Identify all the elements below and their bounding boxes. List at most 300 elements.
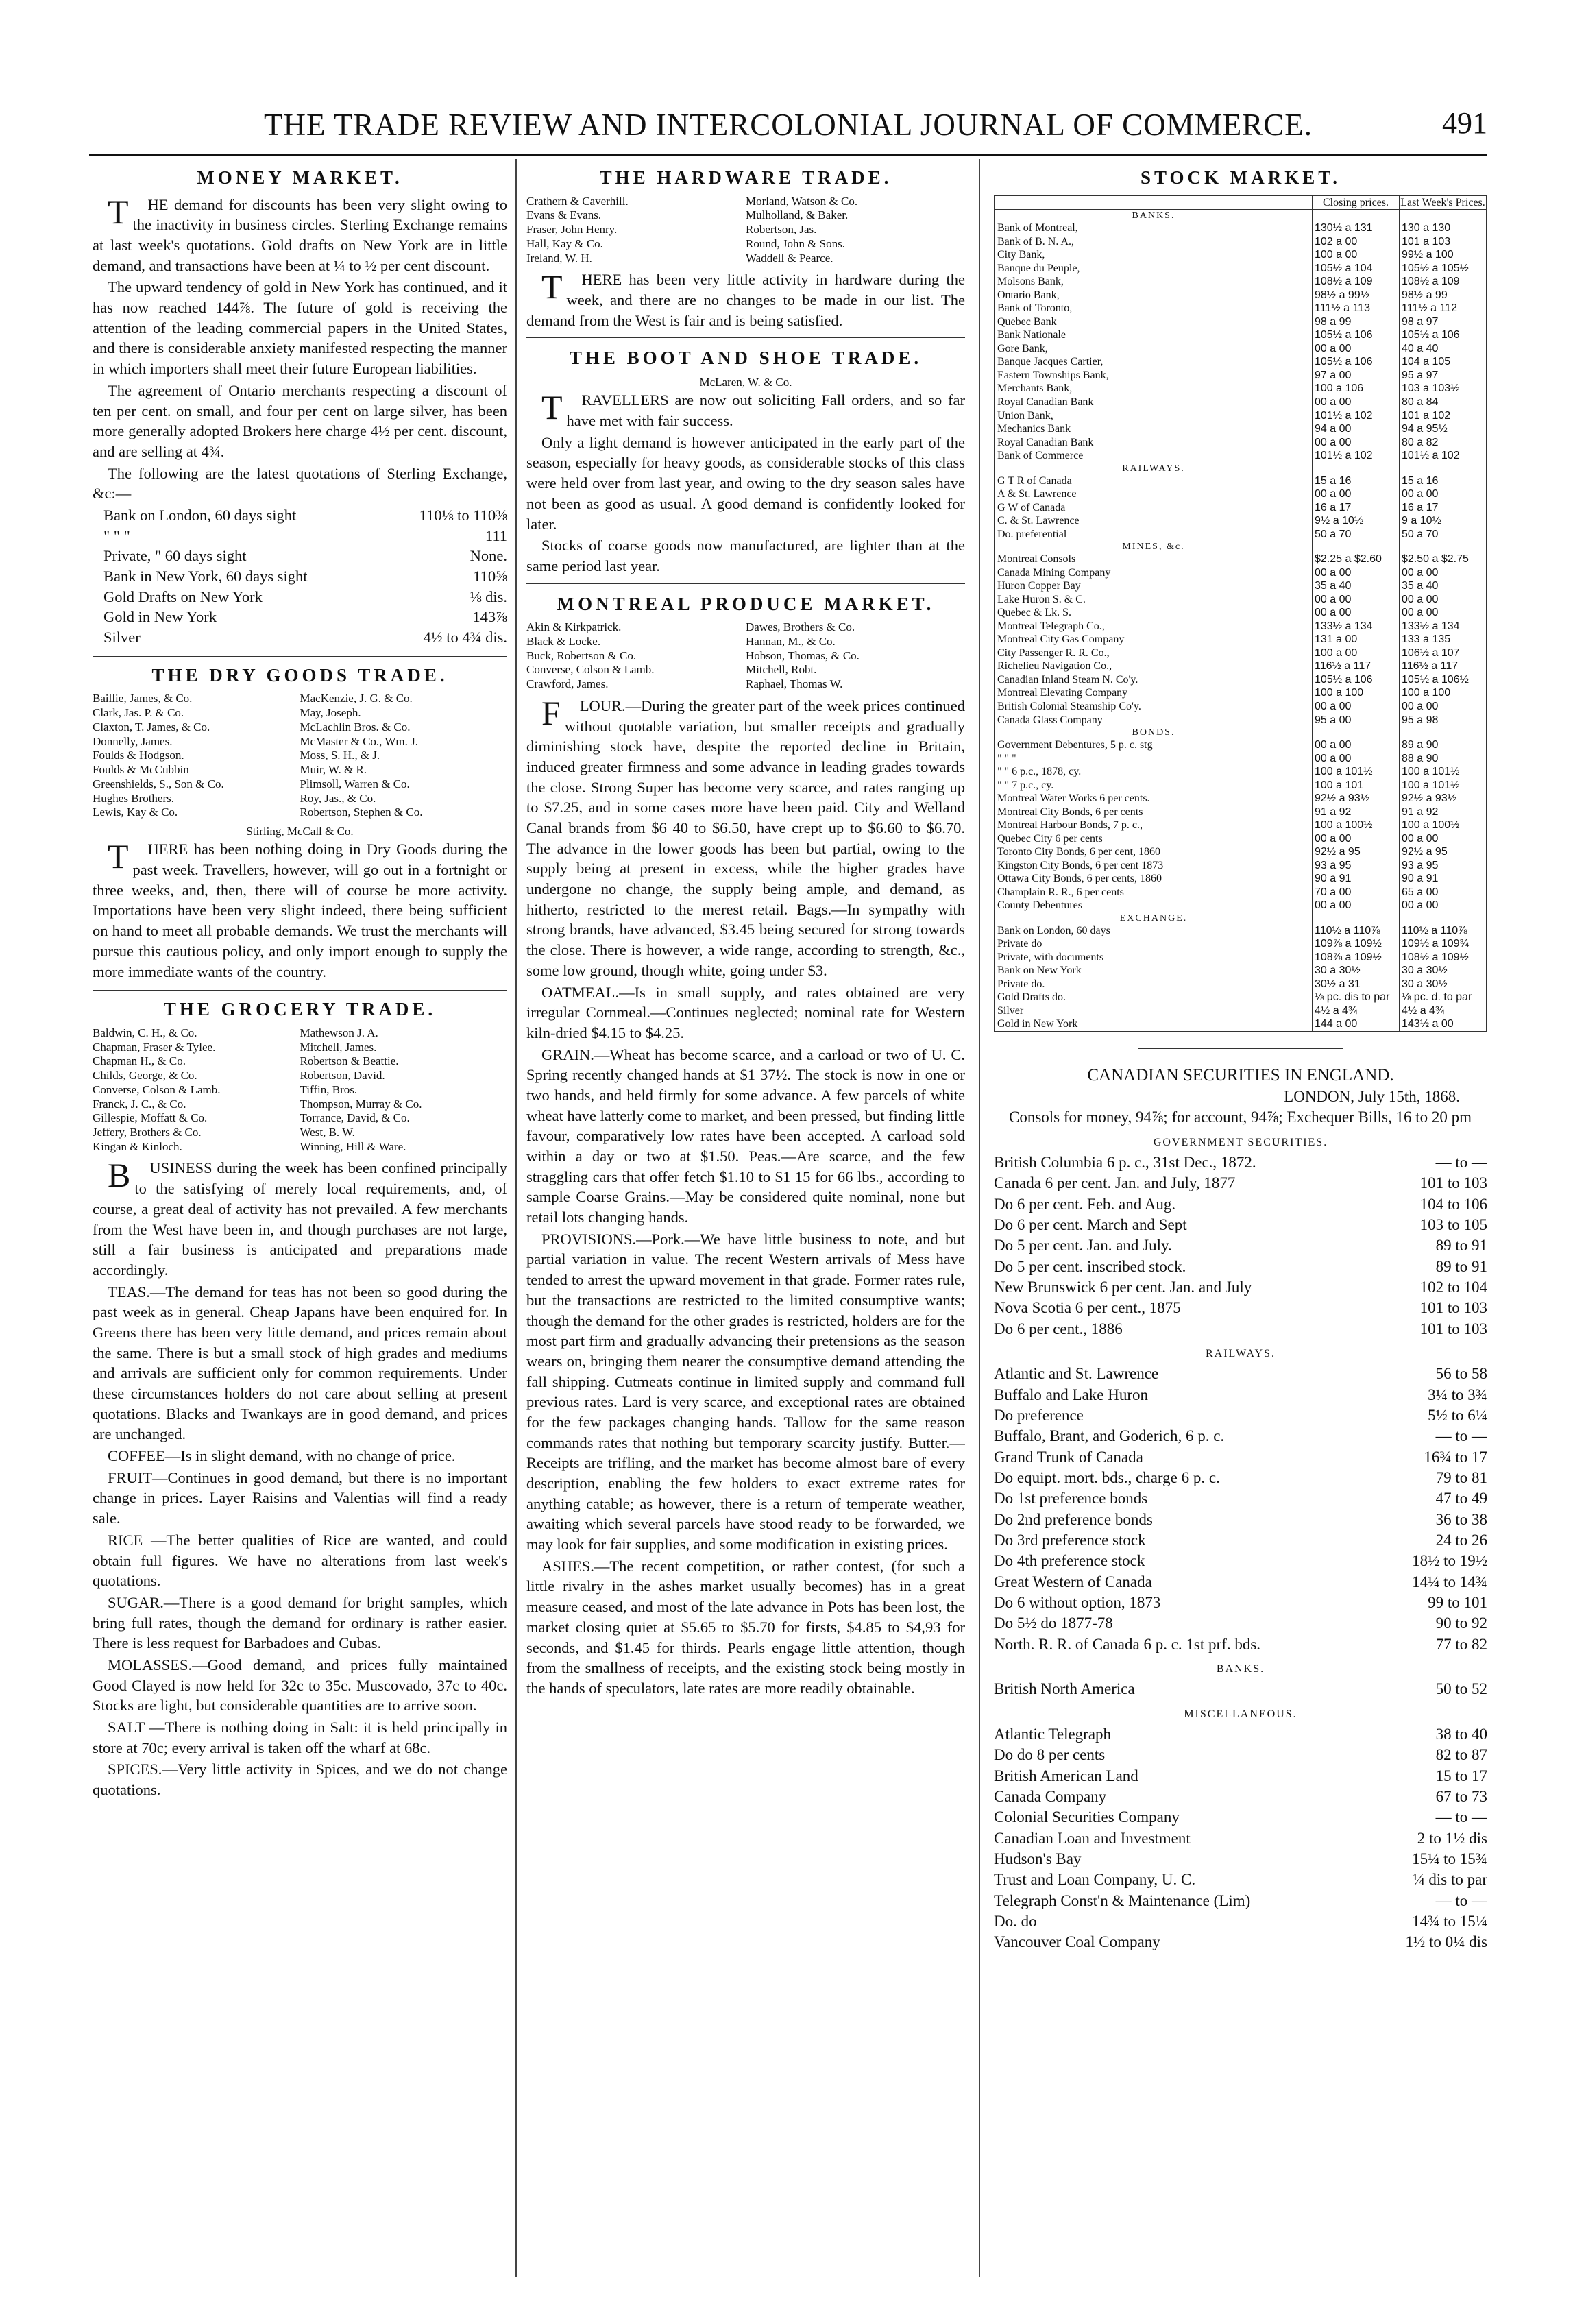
closing-price: 4½ a 4¾ bbox=[1313, 1004, 1400, 1018]
last-week-price: 80 a 82 bbox=[1400, 436, 1487, 450]
firm-name: Crathern & Caverhill. bbox=[526, 194, 629, 208]
securities-row bbox=[994, 1277, 1487, 1298]
stock-cell bbox=[1313, 463, 1400, 474]
securities-row bbox=[994, 1468, 1487, 1488]
closing-price: 111½ a 113 bbox=[1313, 302, 1400, 315]
stock-name: Canada Glass Company bbox=[997, 714, 1103, 726]
security-name: Nova Scotia 6 per cent., 1875 bbox=[994, 1299, 1181, 1317]
paragraph: THERE has been nothing doing in Dry Goods during the past week. Travellers, however, will go out in a fortnight or three weeks, and, then, there will of course be more activity. Importations have been very slight indeed, there being sufficient on hand to meet all probable demands. We trust the merchants will pursue this cautious policy, and only import enough to supply the more immediate wants of the country. bbox=[93, 837, 507, 980]
securities-row bbox=[994, 1298, 1487, 1318]
firm-name: Torrance, David, & Co. bbox=[300, 1111, 410, 1125]
last-week-price: 00 a 00 bbox=[1400, 593, 1487, 607]
firm-name: Baillie, James, & Co. bbox=[93, 692, 193, 705]
stock-group-row bbox=[995, 210, 1486, 222]
closing-price: 101½ a 102 bbox=[1313, 409, 1400, 423]
stock-name: City Passenger R. R. Co., bbox=[997, 646, 1110, 659]
canadian-securities-heading: CANADIAN SECURITIES IN ENGLAND. bbox=[1087, 1066, 1394, 1085]
security-price: 36 to 38 bbox=[1435, 1510, 1487, 1528]
paragraph: SUGAR.—There is a good demand for bright samples, which bring full rates, though the demand for ordinary is rather easier. There is less request for Barbadoes and Cubas. bbox=[93, 1593, 507, 1652]
stock-name: Kingston City Bonds, 6 per cent 1873 bbox=[997, 859, 1164, 871]
firm-name: Hughes Brothers. bbox=[93, 791, 174, 805]
firm-list bbox=[93, 692, 507, 820]
produce-body bbox=[526, 693, 965, 1699]
security-price: 56 to 58 bbox=[1435, 1365, 1487, 1383]
securities-row bbox=[994, 1530, 1487, 1551]
securities-row bbox=[994, 1593, 1487, 1613]
closing-price: 00 a 00 bbox=[1313, 606, 1400, 620]
security-price: 38 to 40 bbox=[1435, 1725, 1487, 1743]
security-price: 15 to 17 bbox=[1435, 1767, 1487, 1784]
security-name: Great Western of Canada bbox=[994, 1573, 1152, 1590]
last-week-price: 98 a 97 bbox=[1400, 315, 1487, 329]
security-name: Atlantic and St. Lawrence bbox=[994, 1365, 1159, 1383]
stock-name: Montreal Consols bbox=[997, 553, 1076, 566]
closing-price: 35 a 40 bbox=[1313, 579, 1400, 593]
divider bbox=[526, 583, 965, 585]
firm-name: Ireland, W. H. bbox=[526, 251, 592, 265]
money-market-heading: MONEY MARKET. bbox=[197, 167, 403, 188]
stock-row bbox=[995, 859, 1486, 873]
closing-price: 30½ a 31 bbox=[1313, 978, 1400, 991]
last-week-price: 105½ a 105½ bbox=[1400, 262, 1487, 276]
stock-row bbox=[995, 779, 1486, 792]
securities-row bbox=[994, 1152, 1487, 1173]
quote-label: Gold in New York bbox=[103, 608, 217, 626]
firm-name: Donnelly, James. bbox=[93, 734, 173, 748]
firm-name: Robertson & Beattie. bbox=[300, 1054, 399, 1068]
closing-price: 00 a 00 bbox=[1313, 738, 1400, 752]
column-3 bbox=[994, 159, 1487, 2277]
stock-row bbox=[995, 501, 1486, 515]
paragraph: Consols for money, 94⅞; for account, 94⅞; Exchequer Bills, 16 to 20 pm bbox=[1009, 1109, 1472, 1126]
stock-row bbox=[995, 528, 1486, 542]
stock-row bbox=[995, 436, 1486, 450]
securities-row bbox=[994, 1447, 1487, 1468]
stock-row bbox=[995, 289, 1486, 302]
last-week-price: 50 a 70 bbox=[1400, 528, 1487, 542]
last-week-price: 40 a 40 bbox=[1400, 342, 1487, 356]
closing-price: 00 a 00 bbox=[1313, 342, 1400, 356]
closing-price: 100 a 101½ bbox=[1313, 765, 1400, 779]
quote-value: 4½ to 4¾ dis. bbox=[423, 629, 507, 646]
last-week-price: 108½ a 109 bbox=[1400, 275, 1487, 289]
firm-name: Chapman, Fraser & Tylee. bbox=[93, 1040, 216, 1054]
security-price: 79 to 81 bbox=[1435, 1468, 1487, 1486]
security-name: Hudson's Bay bbox=[994, 1850, 1082, 1867]
last-week-price: 106½ a 107 bbox=[1400, 646, 1487, 660]
firm-name: Raphael, Thomas W. bbox=[746, 677, 843, 691]
security-name: Do do 8 per cents bbox=[994, 1746, 1106, 1764]
quote-value: None. bbox=[470, 547, 507, 565]
quote-value: 110⅛ to 110⅜ bbox=[419, 506, 507, 524]
stock-table-box bbox=[994, 195, 1487, 1032]
stock-row bbox=[995, 924, 1486, 938]
hardware-heading: THE HARDWARE TRADE. bbox=[599, 167, 892, 188]
firm-name: Hannan, M., & Co. bbox=[746, 634, 836, 648]
security-price: 14¼ to 14¾ bbox=[1412, 1573, 1487, 1590]
last-week-price: 100 a 100 bbox=[1400, 686, 1487, 700]
quote-row bbox=[93, 526, 507, 546]
firm-name: McLachlin Bros. & Co. bbox=[300, 720, 411, 734]
stock-market-heading: STOCK MARKET. bbox=[1140, 167, 1341, 188]
quote-row bbox=[93, 587, 507, 607]
security-price: 89 to 91 bbox=[1435, 1237, 1487, 1255]
stock-row bbox=[995, 752, 1486, 766]
stock-name: Canadian Inland Steam N. Co'y. bbox=[997, 673, 1138, 686]
security-price: — to — bbox=[1435, 1153, 1487, 1171]
last-week-price: 133½ a 134 bbox=[1400, 620, 1487, 633]
security-name: Do preference bbox=[994, 1406, 1084, 1424]
stock-row bbox=[995, 991, 1486, 1004]
quote-value: 111 bbox=[485, 526, 507, 544]
last-week-price: 95 a 97 bbox=[1400, 369, 1487, 383]
stock-row bbox=[995, 221, 1486, 235]
security-price: 101 to 103 bbox=[1419, 1174, 1487, 1192]
stock-name: Montreal Water Works 6 per cents. bbox=[997, 792, 1150, 805]
security-name: Do 6 without option, 1873 bbox=[994, 1594, 1161, 1612]
last-week-price: 105½ a 106 bbox=[1400, 328, 1487, 342]
stock-row bbox=[995, 566, 1486, 580]
stock-row bbox=[995, 673, 1486, 687]
closing-price: 100 a 00 bbox=[1313, 248, 1400, 262]
securities-row bbox=[994, 1679, 1487, 1699]
stock-row bbox=[995, 886, 1486, 899]
security-price: 2 to 1½ dis bbox=[1417, 1829, 1487, 1847]
last-week-price: 143½ a 00 bbox=[1400, 1017, 1487, 1031]
stock-group-row bbox=[995, 727, 1486, 738]
stock-name: Royal Canadian Bank bbox=[997, 396, 1094, 408]
stock-name: " " 6 p.c., 1878, cy. bbox=[997, 766, 1082, 778]
stock-cell bbox=[1400, 541, 1487, 553]
firm-name: Robertson, Stephen & Co. bbox=[300, 806, 423, 819]
firm-name: Hobson, Thomas, & Co. bbox=[746, 649, 859, 662]
column-divider bbox=[515, 159, 517, 2277]
firm-name: Mathewson J. A. bbox=[300, 1026, 378, 1039]
stock-row bbox=[995, 978, 1486, 991]
stock-group-row bbox=[995, 912, 1486, 924]
stock-row bbox=[995, 487, 1486, 501]
closing-price: 110½ a 110⅞ bbox=[1313, 924, 1400, 938]
security-price: — to — bbox=[1435, 1427, 1487, 1445]
stock-group-label: RAILWAYS. bbox=[1122, 463, 1185, 474]
stock-name: Mechanics Bank bbox=[997, 423, 1071, 435]
stock-name: A & St. Lawrence bbox=[997, 488, 1077, 500]
last-week-price: 116½ a 117 bbox=[1400, 659, 1487, 673]
stock-name: Bank Nationale bbox=[997, 329, 1066, 341]
last-week-price: 103 a 103½ bbox=[1400, 382, 1487, 396]
security-name: Canadian Loan and Investment bbox=[994, 1829, 1191, 1847]
securities-group-label: RAILWAYS. bbox=[1205, 1348, 1276, 1360]
closing-price: 100 a 100½ bbox=[1313, 819, 1400, 832]
last-week-price: 00 a 00 bbox=[1400, 899, 1487, 912]
stock-name: Bank of Montreal, bbox=[997, 222, 1078, 234]
last-week-price: 00 a 00 bbox=[1400, 832, 1487, 846]
securities-row bbox=[994, 1319, 1487, 1340]
firm-name: Lewis, Kay & Co. bbox=[93, 806, 178, 819]
stock-name: Bank of Toronto, bbox=[997, 302, 1073, 315]
paragraph: COFFEE—Is in slight demand, with no change of price. bbox=[108, 1447, 456, 1465]
security-name: North. R. R. of Canada 6 p. c. 1st prf. bds. bbox=[994, 1635, 1261, 1653]
stock-name: Banque Jacques Cartier, bbox=[997, 356, 1103, 368]
last-week-price: 100 a 101½ bbox=[1400, 779, 1487, 792]
firm-name: Kingan & Kinloch. bbox=[93, 1139, 182, 1153]
security-name: Buffalo and Lake Huron bbox=[994, 1385, 1149, 1403]
stock-name: Bank of B. N. A., bbox=[997, 235, 1074, 247]
closing-price: 98 a 99 bbox=[1313, 315, 1400, 329]
firm-name: Childs, George, & Co. bbox=[93, 1069, 197, 1082]
journal-title: THE TRADE REVIEW AND INTERCOLONIAL JOURNAL OF COMMERCE. bbox=[264, 108, 1313, 142]
paragraph: BUSINESS during the week has been confined principally to the satisfying of merely local requirements, and, of course, a great deal of activity has not prevailed. A few merchants from the West have been in, and though purchases are not large, still a fair business is anticipated and preparations made accordingly. bbox=[93, 1156, 507, 1279]
paragraph: Only a light demand is however anticipated in the early part of the season, especially for heavy goods, as considerable stocks of this class were held over from last year, and owing to the dry season sales have not been as good as usual. A good demand is confidently looked for later. bbox=[526, 433, 965, 533]
boot-shoe-heading: THE BOOT AND SHOE TRADE. bbox=[569, 348, 923, 369]
page-header bbox=[89, 103, 1487, 151]
stock-row bbox=[995, 328, 1486, 342]
stock-row bbox=[995, 593, 1486, 607]
stock-name: Champlain R. R., 6 per cents bbox=[997, 886, 1124, 898]
closing-price: 95 a 00 bbox=[1313, 714, 1400, 727]
stock-name: " " 7 p.c., cy. bbox=[997, 779, 1054, 791]
stock-row bbox=[995, 1004, 1486, 1018]
firm-name: May, Joseph. bbox=[300, 706, 361, 720]
closing-price: 00 a 00 bbox=[1313, 396, 1400, 409]
closing-price: 98½ a 99½ bbox=[1313, 289, 1400, 302]
closing-price: 131 a 00 bbox=[1313, 633, 1400, 646]
security-name: Atlantic Telegraph bbox=[994, 1725, 1112, 1743]
last-week-price: 91 a 92 bbox=[1400, 806, 1487, 819]
stock-row bbox=[995, 355, 1486, 369]
firm-name: Jeffery, Brothers & Co. bbox=[93, 1126, 202, 1139]
stock-row bbox=[995, 714, 1486, 727]
firm-name: Moss, S. H., & J. bbox=[300, 749, 380, 762]
closing-price: 50 a 70 bbox=[1313, 528, 1400, 542]
last-week-header: Last Week's Prices. bbox=[1400, 196, 1487, 210]
closing-price: 00 a 00 bbox=[1313, 700, 1400, 714]
securities-row bbox=[994, 1787, 1487, 1807]
securities-row bbox=[994, 1488, 1487, 1509]
firm-name: Gillespie, Moffatt & Co. bbox=[93, 1111, 208, 1125]
quote-row bbox=[93, 566, 507, 587]
stock-row bbox=[995, 872, 1486, 886]
security-price: 67 to 73 bbox=[1435, 1787, 1487, 1805]
stock-name: Merchants Bank, bbox=[997, 383, 1073, 395]
last-week-price: 00 a 00 bbox=[1400, 606, 1487, 620]
securities-group-label: BANKS. bbox=[1216, 1663, 1265, 1675]
stock-row bbox=[995, 248, 1486, 262]
page-number: 491 bbox=[1442, 106, 1487, 140]
last-week-price: 93 a 95 bbox=[1400, 859, 1487, 873]
stock-row bbox=[995, 792, 1486, 806]
securities-row bbox=[994, 1932, 1487, 1952]
paragraph: GRAIN.—Wheat has become scarce, and a carload or two of U. C. Spring recently changed hands at $1 37½. The stock is now in one or two hands, and held firmly for some advance. A few parcels of white wheat have latterly come to market, and been pressed, but finding little favour, comparatively low rates have been accepted. A carload sold within a day or two at $1.50. Peas.—Are scarce, and the few straggling cars that offer fetch $1.10 to $1 15 for 66 lbs., according to sample Coarse Grains.—May be considered quite nominal, none but retail lots changing hands. bbox=[526, 1045, 965, 1226]
securities-row bbox=[994, 1385, 1487, 1405]
stock-name: Lake Huron S. & C. bbox=[997, 593, 1086, 605]
last-week-price: 108½ a 109½ bbox=[1400, 951, 1487, 965]
security-price: 82 to 87 bbox=[1435, 1746, 1487, 1764]
stock-name: Toronto City Bonds, 6 per cent, 1860 bbox=[997, 846, 1160, 858]
last-week-price: 16 a 17 bbox=[1400, 501, 1487, 515]
last-week-price: 100 a 100½ bbox=[1400, 819, 1487, 832]
firm-name: Hall, Kay & Co. bbox=[526, 237, 603, 250]
stock-name: " " " bbox=[997, 752, 1016, 764]
firm-list bbox=[526, 620, 965, 692]
last-week-price: 92½ a 95 bbox=[1400, 845, 1487, 859]
divider bbox=[93, 655, 507, 657]
closing-price: 30 a 30½ bbox=[1313, 964, 1400, 978]
last-week-price: 65 a 00 bbox=[1400, 886, 1487, 899]
firm-name: Robertson, David. bbox=[300, 1069, 385, 1082]
security-name: Do 1st preference bonds bbox=[994, 1490, 1148, 1508]
stock-group-label: BONDS. bbox=[1132, 727, 1175, 738]
securities-row bbox=[994, 1724, 1487, 1745]
last-week-price: 30 a 30½ bbox=[1400, 978, 1487, 991]
column-1 bbox=[93, 159, 507, 2277]
last-week-price: $2.50 a $2.75 bbox=[1400, 553, 1487, 566]
divider bbox=[526, 337, 965, 339]
firm-name: Converse, Colson & Lamb. bbox=[93, 1082, 221, 1096]
stock-name: Quebec City 6 per cents bbox=[997, 832, 1103, 845]
stock-name: C. & St. Lawrence bbox=[997, 515, 1080, 527]
closing-price: 00 a 00 bbox=[1313, 593, 1400, 607]
quote-label: Bank in New York, 60 days sight bbox=[103, 568, 308, 585]
firm-name: Akin & Kirkpatrick. bbox=[526, 620, 622, 634]
closing-prices-header: Closing prices. bbox=[1313, 196, 1400, 210]
grocery-heading: THE GROCERY TRADE. bbox=[163, 999, 437, 1020]
security-name: Do equipt. mort. bds., charge 6 p. c. bbox=[994, 1468, 1220, 1486]
stock-name: Montreal City Gas Company bbox=[997, 633, 1125, 646]
security-price: 24 to 26 bbox=[1435, 1532, 1487, 1549]
stock-cell bbox=[1400, 463, 1487, 474]
last-week-price: 89 a 90 bbox=[1400, 738, 1487, 752]
firm-name: Waddell & Pearce. bbox=[746, 251, 833, 265]
divider bbox=[1138, 1048, 1343, 1049]
stock-name: Private, with documents bbox=[997, 951, 1104, 963]
security-name: Do 6 per cent., 1886 bbox=[994, 1320, 1123, 1337]
firm-name: Thompson, Murray & Co. bbox=[300, 1097, 422, 1111]
security-price: 14¾ to 15¼ bbox=[1412, 1913, 1487, 1930]
stock-name: Government Debentures, 5 p. c. stg bbox=[997, 739, 1153, 751]
security-price: 90 to 92 bbox=[1435, 1614, 1487, 1632]
paragraph: TRAVELLERS are now out soliciting Fall orders, and so far have met with fair success. bbox=[541, 388, 965, 430]
last-week-price: 111½ a 112 bbox=[1400, 302, 1487, 315]
last-week-price: 109½ a 109¾ bbox=[1400, 937, 1487, 951]
security-name: Trust and Loan Company, U. C. bbox=[994, 1871, 1196, 1889]
stock-row bbox=[995, 845, 1486, 859]
security-name: Grand Trunk of Canada bbox=[994, 1448, 1143, 1466]
paragraph: THE demand for discounts has been very slight owing to the inactivity in business circles. Sterling Exchange remains at last week's quotations. Gold drafts on New York are in little demand, and transactions have been at ¼ to ½ per cent discount. bbox=[93, 192, 507, 274]
produce-heading: MONTREAL PRODUCE MARKET. bbox=[557, 593, 935, 614]
stock-row bbox=[995, 633, 1486, 646]
stock-cell bbox=[1313, 541, 1400, 553]
firm-name: Mitchell, Robt. bbox=[746, 663, 817, 677]
firm-name: Buck, Robertson & Co. bbox=[526, 649, 637, 662]
stock-name: Richelieu Navigation Co., bbox=[997, 660, 1112, 673]
closing-price: 108⅞ a 109½ bbox=[1313, 951, 1400, 965]
securities-row bbox=[994, 1745, 1487, 1765]
quote-value: 143⅞ bbox=[472, 608, 507, 626]
closing-price: 101½ a 102 bbox=[1313, 449, 1400, 463]
securities-row bbox=[994, 1215, 1487, 1235]
closing-price: 94 a 00 bbox=[1313, 422, 1400, 436]
last-week-price: 130 a 130 bbox=[1400, 221, 1487, 235]
securities-row bbox=[994, 1405, 1487, 1426]
quote-value: ⅛ dis. bbox=[470, 588, 507, 605]
stock-name: Bank of Commerce bbox=[997, 450, 1084, 462]
closing-price: 144 a 00 bbox=[1313, 1017, 1400, 1031]
firm-name: Chapman H., & Co. bbox=[93, 1054, 186, 1068]
stock-row bbox=[995, 832, 1486, 846]
last-week-price: 94 a 95½ bbox=[1400, 422, 1487, 436]
security-price: 89 to 91 bbox=[1435, 1257, 1487, 1275]
quote-row bbox=[93, 505, 507, 526]
firm-name: Round, John & Sons. bbox=[746, 237, 845, 250]
divider bbox=[93, 989, 507, 991]
stock-cell bbox=[1400, 727, 1487, 738]
stock-row bbox=[995, 342, 1486, 356]
stock-name: Montreal City Bonds, 6 per cents bbox=[997, 806, 1143, 818]
last-week-price: 100 a 101½ bbox=[1400, 765, 1487, 779]
closing-price: 100 a 101 bbox=[1313, 779, 1400, 792]
firm-name: Stirling, McCall & Co. bbox=[246, 824, 354, 838]
security-price: ¼ dis to par bbox=[1413, 1871, 1487, 1889]
last-week-price: ⅛ pc. d. to par bbox=[1400, 991, 1487, 1004]
exchange-quotes bbox=[93, 505, 507, 648]
stock-cell bbox=[1400, 210, 1487, 222]
stock-row bbox=[995, 553, 1486, 566]
stock-name: Silver bbox=[997, 1004, 1024, 1017]
stock-table bbox=[995, 196, 1486, 1031]
closing-price: 100 a 00 bbox=[1313, 646, 1400, 660]
quote-label: Private, " 60 days sight bbox=[103, 547, 247, 565]
stock-name: Montreal Telegraph Co., bbox=[997, 620, 1105, 632]
closing-price: 116½ a 117 bbox=[1313, 659, 1400, 673]
security-price: 101 to 103 bbox=[1419, 1320, 1487, 1337]
quote-label: Bank on London, 60 days sight bbox=[103, 506, 297, 524]
stock-row bbox=[995, 369, 1486, 383]
stock-name: Huron Copper Bay bbox=[997, 580, 1081, 592]
last-week-price: 00 a 00 bbox=[1400, 700, 1487, 714]
paragraph: The following are the latest quotations of Sterling Exchange, &c:— bbox=[93, 464, 507, 503]
stock-row bbox=[995, 806, 1486, 819]
stock-name: Royal Canadian Bank bbox=[997, 436, 1094, 448]
securities-row bbox=[994, 1891, 1487, 1911]
stock-name: Bank on London, 60 days bbox=[997, 924, 1110, 936]
last-week-price: 101 a 102 bbox=[1400, 409, 1487, 423]
stock-name: Canada Mining Company bbox=[997, 566, 1111, 579]
last-week-price: 88 a 90 bbox=[1400, 752, 1487, 766]
firm-list bbox=[93, 1026, 507, 1154]
security-name: British North America bbox=[994, 1680, 1135, 1698]
securities-row bbox=[994, 1807, 1487, 1828]
security-price: 102 to 104 bbox=[1419, 1278, 1487, 1296]
security-price: 5½ to 6¼ bbox=[1428, 1406, 1487, 1424]
firm-name: Plimsoll, Warren & Co. bbox=[300, 777, 410, 790]
securities-row bbox=[994, 1510, 1487, 1530]
stock-name: Molsons Bank, bbox=[997, 276, 1064, 288]
last-week-price: 101½ a 102 bbox=[1400, 449, 1487, 463]
last-week-price: 90 a 91 bbox=[1400, 872, 1487, 886]
last-week-price: 9 a 10½ bbox=[1400, 514, 1487, 528]
quote-row bbox=[93, 607, 507, 627]
dry-goods-heading: THE DRY GOODS TRADE. bbox=[151, 664, 448, 686]
canadian-securities bbox=[994, 1064, 1487, 1953]
security-price: — to — bbox=[1435, 1808, 1487, 1826]
stock-name: Private do. bbox=[997, 978, 1045, 990]
last-week-price: 00 a 00 bbox=[1400, 487, 1487, 501]
quote-row bbox=[93, 627, 507, 648]
securities-row bbox=[994, 1766, 1487, 1787]
security-name: Do 6 per cent. Feb. and Aug. bbox=[994, 1195, 1176, 1213]
last-week-price: 95 a 98 bbox=[1400, 714, 1487, 727]
